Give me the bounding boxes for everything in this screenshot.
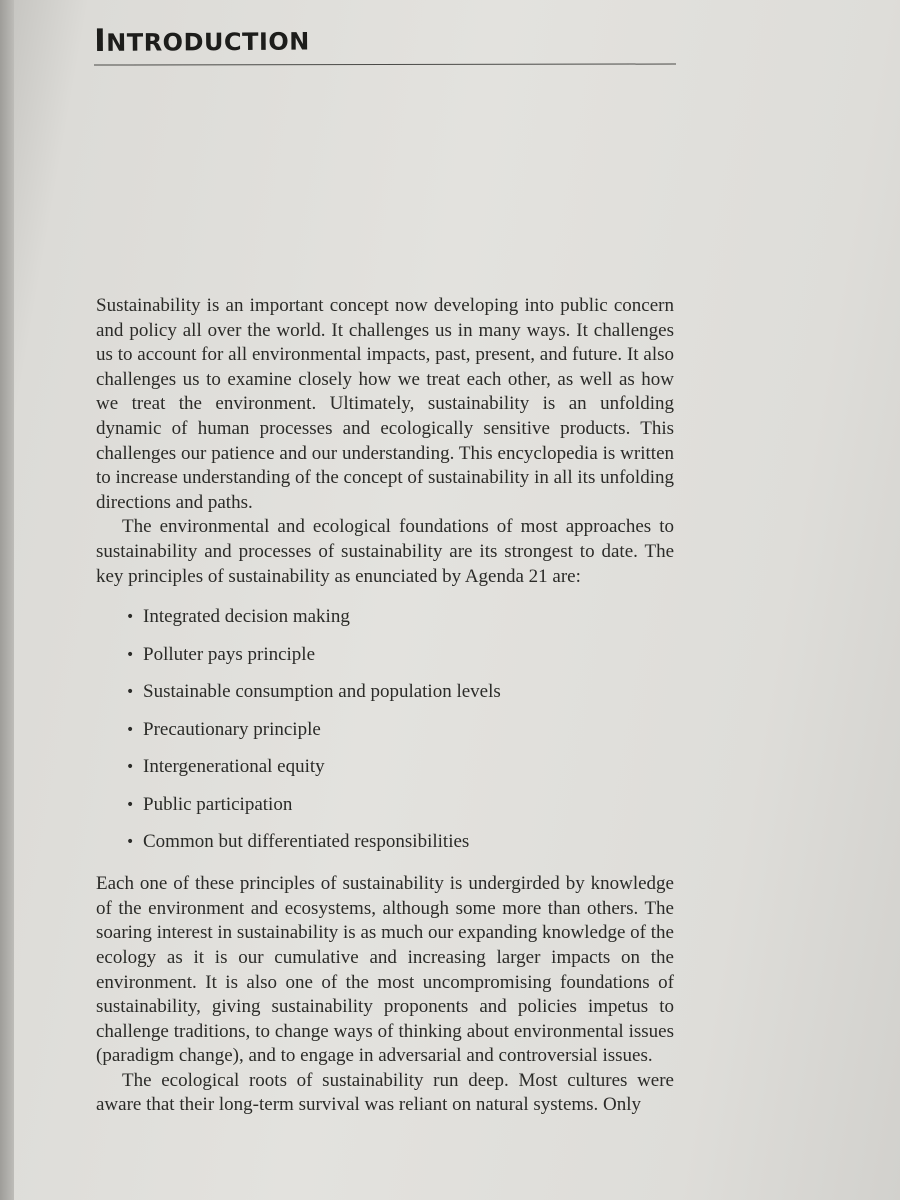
bullet-icon: • <box>126 609 135 626</box>
paragraph-1: Sustainability is an important concept now developing into public concern and policy all over the world. It challenges us in many ways. It challenges us to account for all environmental impacts, past, present, and future. It also challenges us to examine closely how we treat each other, as well as how we treat the environment. Ultimately, sustainability is an unfolding dynamic of human processes and ecologically sensitive products. This challenges our patience and our understanding. This encyclopedia is written to increase understanding of the concept of sustainability in all its unfolding directions and paths. <box>96 295 674 513</box>
list-item: • Sustainable consumption and population levels <box>126 681 501 703</box>
paragraph-2: The environmental and ecological foundations of most approaches to sustainability and processes of sustainability are its strongest to date. The key principles of sustainability as enunciated by Agenda 21 are: <box>96 516 674 587</box>
title-underline <box>94 63 676 65</box>
bullet-icon: • <box>126 796 135 813</box>
list-item: • Polluter pays principle <box>126 643 316 665</box>
bullet-icon: • <box>126 684 135 701</box>
title-rest: NTRODUCTION <box>106 27 310 57</box>
paragraph-4: The ecological roots of sustainability run deep. Most cultures were aware that their long-term survival was reliant on natural systems. Only <box>96 1069 674 1116</box>
title-initial: I <box>93 22 107 59</box>
bullet-icon: • <box>126 646 135 663</box>
paragraph-3: Each one of these principles of sustainability is undergirded by knowledge of the environment and ecosystems, although some more than others. The soaring interest in sustainability is as much our expanding knowledge of the ecology as it is our cumulative and increasing larger impacts on the environment. It is also one of the most uncompromising foundations of sustainability, giving sustainability proponents and policies impetus to challenge traditions, to change ways of thinking about environmental issues (paradigm change), and to engage in adversarial and controversial issues. <box>96 873 674 1067</box>
list-item: • Intergenerational equity <box>126 756 325 778</box>
bullet-icon: • <box>126 759 135 776</box>
page-gutter-shadow <box>0 0 14 1200</box>
bullet-icon: • <box>126 721 135 738</box>
page-title <box>94 22 310 57</box>
list-item: • Common but differentiated responsibilities <box>126 831 470 853</box>
list-item: • Integrated decision making <box>126 606 350 628</box>
bullet-icon: • <box>126 834 135 851</box>
list-item: • Precautionary principle <box>126 718 321 740</box>
body-text <box>96 294 674 1118</box>
principles-list <box>96 605 674 854</box>
list-item: • Public participation <box>126 793 293 815</box>
